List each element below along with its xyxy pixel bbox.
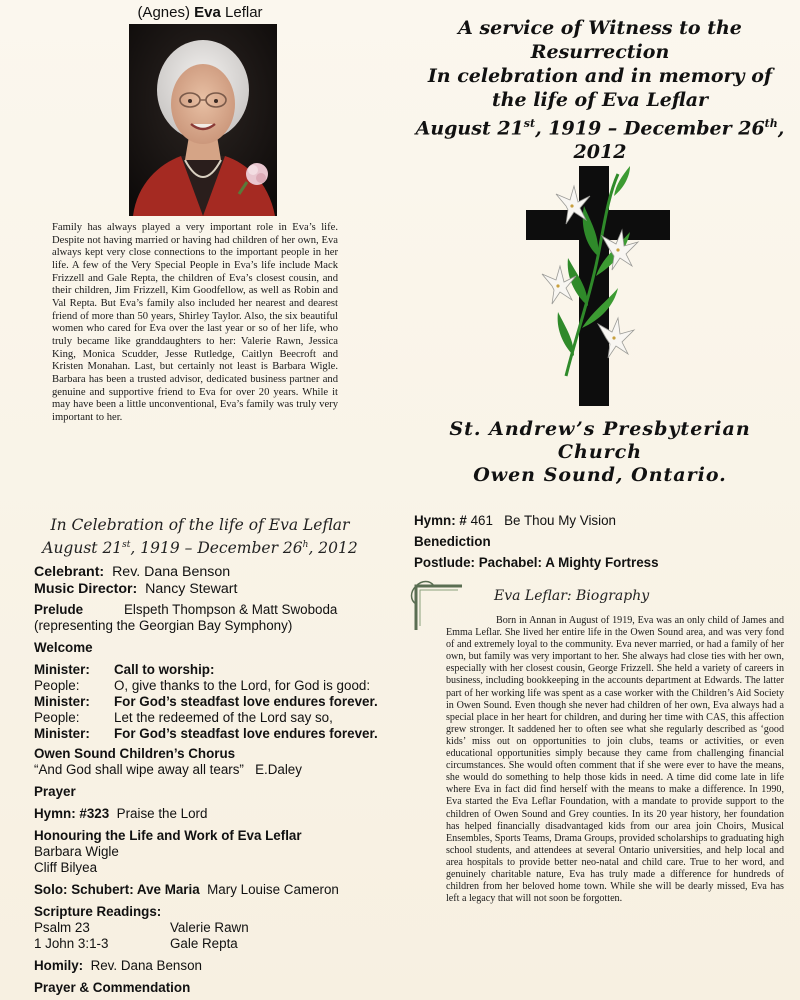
chorus-composer: E.Daley [255,762,302,777]
church-location: Owen Sound, Ontario. [473,464,727,486]
reading-reader: Valerie Rawn [170,920,249,935]
litany-row [34,662,400,678]
date-part: , 2012 [308,539,358,558]
readings-title [34,904,400,920]
solo-singer: Mary Louise Cameron [207,882,339,897]
celebration-line: In Celebration of the life of Eva Leflar [50,516,350,534]
litany-text: Let the redeemed of the Lord say so, [114,710,333,725]
litany-text: Call to worship: [114,662,215,677]
commendation-row [34,980,400,996]
church-name [400,418,800,487]
music-director-row [34,581,400,598]
prelude-note: (representing the Georgian Bay Symphony) [34,618,293,633]
readings-title-text: Scripture Readings: [34,904,162,919]
hymn-label: Hymn: # [414,513,467,528]
title-year: 2012 [573,141,627,164]
date-suffix: th [764,117,778,130]
hymn-row [34,806,400,822]
prelude-label: Prelude [34,602,84,617]
right-column [400,0,800,1000]
speaker: Cliff Bilyea [34,860,98,875]
biography-title: Eva Leflar: Biography [494,588,650,604]
reading-reference: Psalm 23 [34,920,90,935]
date-suffix: h [302,540,309,550]
litany [34,662,400,742]
date-part: , 1919 – December 26 [130,539,303,558]
chorus-title [34,746,400,762]
litany-speaker: Minister: [34,694,90,709]
title-dates [400,112,800,140]
celebration-dates [0,535,400,558]
litany-row [34,710,400,726]
service-title [400,16,800,164]
title-line: A service of Witness to the [458,17,742,39]
postlude-row [414,552,794,573]
prelude-performers: Elspeth Thompson & Matt Swoboda [124,602,338,617]
biography-text [446,615,784,905]
litany-text: For God’s steadfast love endures forever. [114,694,378,709]
celebration-heading [0,515,400,558]
date-part: August 21 [42,539,123,558]
welcome-label: Welcome [34,640,93,655]
hymn-label: Hymn: #323 [34,806,110,821]
litany-speaker: People: [34,710,80,725]
litany-speaker: Minister: [34,662,90,677]
chorus-song: “And God shall wipe away all tears” [34,762,244,777]
prayer-row [34,784,400,800]
chorus-title-text: Owen Sound Children’s Chorus [34,746,236,761]
postlude-label: Postlude: Pachabel: A Mighty Fortress [414,555,659,570]
date-part: , [777,117,785,140]
date-part: , 1919 – December 26 [535,117,765,140]
portrait-photo [129,24,277,216]
reading-reader: Gale Repta [170,936,238,951]
order-of-service [34,564,400,996]
title-line: Resurrection [530,41,670,63]
portrait-image [129,24,277,216]
speaker: Barbara Wigle [34,844,119,859]
litany-text: O, give thanks to the Lord, for God is good: [114,678,371,693]
date-suffix: st [122,540,131,550]
music-director-label: Music Director: [34,581,138,597]
litany-speaker: Minister: [34,726,90,741]
litany-text: For God’s steadfast love endures forever. [114,726,378,741]
celebrant-name: Rev. Dana Benson [112,564,231,580]
welcome-row [34,640,400,656]
celebrant-label: Celebrant: [34,564,105,580]
commendation-label: Prayer & Commendation [34,980,191,995]
benediction-label: Benediction [414,534,491,549]
hymn-row [414,510,794,531]
caption-last-name: Leflar [220,4,263,21]
litany-row [34,694,400,710]
reading-row [34,936,400,952]
reading-reference: 1 John 3:1-3 [34,936,109,951]
music-director-name: Nancy Stewart [145,581,238,597]
benediction-row [414,531,794,552]
homily-row [34,958,400,974]
title-line: In celebration and in memory of [427,65,773,87]
biography-paragraph: Born in Annan in August of 1919, Eva was an only child of James and Emma Leflar. She lived her entire life in the Owen Sound area, and was very fond of and extremely loyal to the community. Eva never married, or had a family of her own, but family was very important to her. She always had close ties with her own, especially with her closest cousin, George Frizzell. She held a variety of careers in business, including bookkeeping in the accounts department at Edwards. The latter part of her working life was spent as a case worker with the Children’s Aid Society in Owen Sound. Even though she never had children of her own, Eva always had a special place in her heart for children, and during her time with CAS, this affection grew stronger. It saddened her to often see what she regularly described as ‘good kids’ miss out on opportunities to join clubs, teams or activities, or even educational opportunities simply because they came from challenging financial circumstances. She would often comment that if she were ever to have the means, she would do something to help those kids in need. A time did come late in life where Eva in fact did find herself with the means to make a difference. In 1990, Eva started the Eva Leflar Foundation, with a mandate to provide support to the children of Owen Sound and Grey counties. In its 20 year history, her foundation has helped financially disadvantaged kids from our area join Choirs, Musical Ensembles, Sports Teams, Drama Groups, provided scholarships to graduating high school students, and attendees at several Ontario universities, and help local and area hospitals to provide better neo-natal and child care. True to her word, and genuinely charitable nature, Eva has truly made a difference for hundreds of children from her beloved home town. While she will be dearly missed, Eva has left a legacy that will not soon be forgotten. [446,615,784,905]
church-line: Church [557,441,643,463]
reading-row [34,920,400,936]
hymn-number: 461 [470,513,493,528]
litany-row [34,678,400,694]
prayer-label: Prayer [34,784,76,799]
church-line: St. Andrew’s Presbyterian [449,418,751,440]
solo-label: Solo: Schubert: Ave Maria [34,882,200,897]
celebrant-row [34,564,400,581]
date-part: August 21 [415,117,524,140]
litany-speaker: People: [34,678,80,693]
homily-speaker: Rev. Dana Benson [90,958,202,973]
date-suffix: st [523,117,536,130]
title-line: the life of Eva Leflar [491,89,709,111]
chorus-song-row [34,762,400,778]
solo-row [34,882,400,898]
closing-program [414,510,794,573]
homily-label: Homily: [34,958,84,973]
prelude-row [34,602,400,618]
litany-row [34,726,400,742]
cross-with-lilies-icon [526,166,670,406]
honouring-title [34,828,400,844]
hymn-title: Praise the Lord [116,806,208,821]
caption-prefix: (Agnes) [137,4,195,21]
photo-caption [0,4,400,21]
honouring-text: Honouring the Life and Work of Eva Leflar [34,828,302,843]
caption-first-name: Eva [194,4,221,21]
family-paragraph: Family has always played a very important role in Eva’s life. Despite not having married or having had children of her own, Eva always kept very close connections to the important people in her life. A few of the Very Special People in Eva’s life include Mack Frizzell and Gale Repta, the children of Eva’s closest cousin, and their children, Jim Frizzell, Kim Goodfellow, as well as Robin and Val Repta. But Eva’s family also included her nearest and dearest friend of more than 50 years, Shirley Taylor. Also, the six beautiful women who cared for Eva over the last year or so of her life, who truly became like granddaughters to her: Valerie Rawn, Jessica King, Monica Scudder, Jesse Rutledge, Caitlyn Beecroft and Kristen Monahan. Last, but certainly not least is Barbara Wigle. Barbara has been a trusted advisor, dedicated business partner and genuine and supportive friend to Eva for over 20 years. While it may have been a little unconventional, Eva’s family was truly very important to her. [52,222,338,423]
hymn-title: Be Thou My Vision [504,513,616,528]
